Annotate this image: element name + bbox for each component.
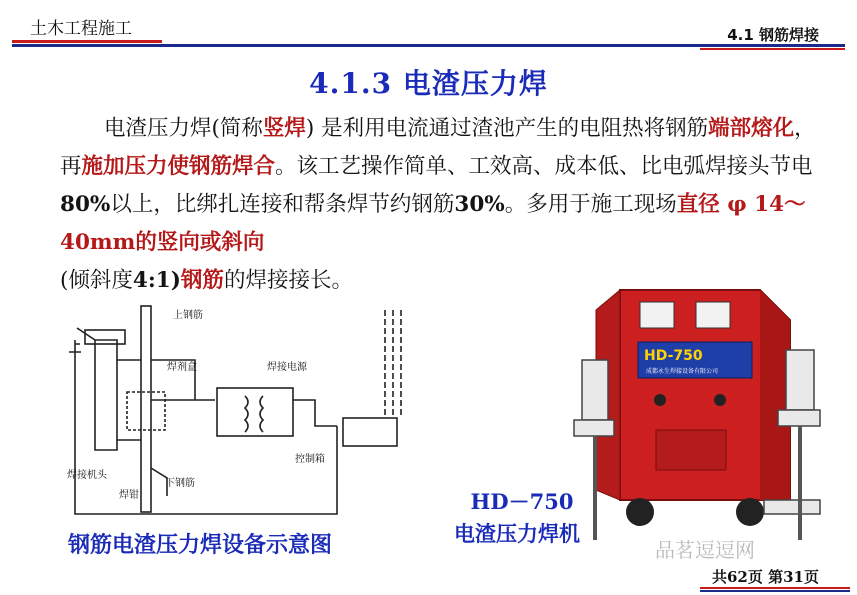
machine-model-label: HD－750 [470,489,574,514]
header-rule-red [12,40,162,43]
label-flux-box: 焊剂盒 [167,362,197,373]
course-title: 土木工程施工 [30,19,132,39]
page-indicator: 共62页 第31页 [712,568,819,586]
label-clamp: 焊钳 [119,490,139,501]
label-welding-head: 焊接机头 [67,470,107,481]
machine-panel-sub: 成都永生焊接设备有限公司 [646,368,719,375]
footer-rule-red [700,587,850,589]
label-lower-rebar: 下钢筋 [165,478,195,489]
header-rule-red-right [700,48,845,50]
label-power-source: 焊接电源 [267,362,307,373]
footer-rule-blue [700,590,850,592]
body-paragraph: 电渣压力焊(简称竖焊) 是利用电流通过渣池产生的电阻热将钢筋端部熔化，再施加压力使钢筋焊合。该工艺操作简单、工效高、成本低、比电弧焊接头节电80%以上，比绑扎连接和帮条焊节约钢筋30%。多用于施工现场直径 φ 14～40mm的竖向或斜向 (倾斜度4:1)钢筋的焊接接长。 [60,116,816,293]
equipment-diagram [55,300,450,528]
label-upper-rebar: 上钢筋 [173,310,203,321]
section-title: 4.1 钢筋焊接 [727,26,819,44]
label-control-box: 控制箱 [295,454,325,465]
header-rule-blue [12,44,845,47]
machine-name-label: 电渣压力焊机 [454,522,580,546]
diagram-caption: 钢筋电渣压力焊设备示意图 [68,533,333,558]
machine-panel-label: HD-750 [644,348,703,364]
slide-title: 4.1.3 电渣压力焊 [309,67,548,100]
watermark: 品茗逗逗网 [655,538,755,562]
